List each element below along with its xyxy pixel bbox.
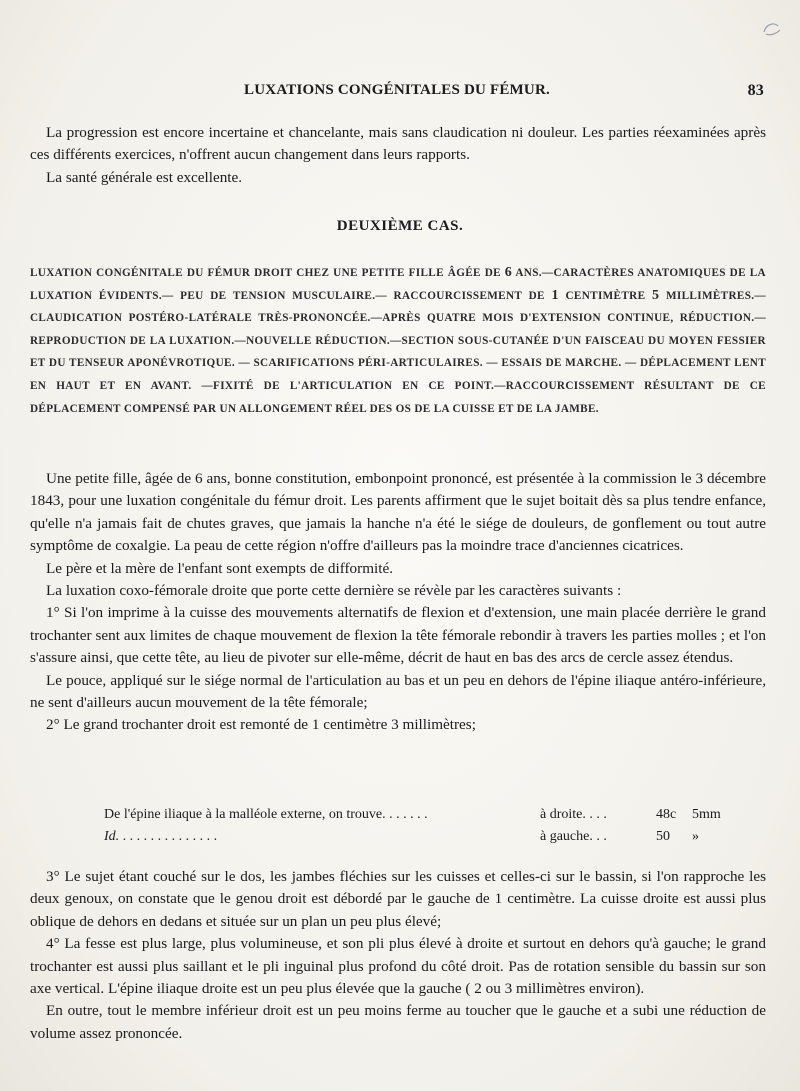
leader-dots: . . . . . . . . . . . . . . [122, 829, 218, 844]
intro-paragraph: La progression est encore incertaine et chancelante, mais sans claudication ni douleur. Les parties réexaminées après ces différents exercices, n'offrent aucun changement dans leurs rapports. [30, 124, 766, 164]
case-body [30, 468, 766, 737]
summary-millimeters: 5 [652, 287, 660, 303]
running-header [30, 82, 764, 104]
body-paragraph: Le père et la mère de l'enfant sont exempts de difformité. [46, 559, 393, 577]
intro-block [30, 122, 766, 189]
case-body-continued [30, 866, 766, 1045]
measurement-label [104, 826, 217, 848]
body-paragraph: La luxation coxo-fémorale droite que porte cette dernière se révèle par les caractères suivants : [46, 582, 622, 600]
measurement-row [104, 826, 744, 848]
measurement-side: à gauche. . . [540, 829, 607, 844]
measurement-side: à droite. . . . [540, 807, 607, 822]
intro-paragraph: La santé générale est excellente. [46, 168, 243, 186]
measurement-value: 50 [656, 829, 670, 844]
body-paragraph: Le pouce, appliqué sur le siége normal de l'articulation au bas et un peu en dehors de l'épine iliaque antéro-inférieure, ne sent d'ailleurs aucun mouvement de la tête fémorale; [30, 671, 766, 712]
body-paragraph: 1° Si l'on imprime à la cuisse des mouvements alternatifs de flexion et d'extension, une main placée derrière le grand trochanter sent aux limites de chaque mouvement de flexion la tête fémorale rebondir à travers les parties molles ; et l'on s'assure ainsi, que cette tête, au lieu de pivoter sur elle-même, décrit de haut en bas des arcs de cercle assez étendus. [30, 604, 766, 667]
body-paragraph: 4° La fesse est plus large, plus volumineuse, et son pli plus élevé à droite et surtout en dehors qu'à gauche; le grand trochanter est aussi plus saillant et le pli inguinal plus profond du côté droit. Pas de rotation sensible du bassin sur son axe vertical. L'épine iliaque droite est un peu plus élevée que la gauche ( 2 ou 3 millimètres environ). [30, 935, 766, 998]
case-heading: DEUXIÈME CAS. [336, 218, 464, 234]
measurement-extra: » [692, 829, 699, 844]
measurement-label-text: De l'épine iliaque à la malléole externe, on trouve. [104, 807, 386, 822]
summary-centimeters: 1 [551, 287, 559, 303]
summary-text: CENTIMÈTRE [558, 289, 653, 302]
measurement-row [104, 804, 744, 826]
case-summary [30, 262, 766, 420]
running-title: LUXATIONS CONGÉNITALES DU FÉMUR. [244, 82, 550, 98]
summary-text: ANS.—CARACTÈRES ANATOMIQUES DE LA LUXATION ÉVIDENTS.— PEU DE TENSION MUSCULAIRE.— RACCOURCISSEMENT DE [30, 267, 766, 302]
measurement-label [104, 804, 428, 826]
summary-age: 6 [504, 265, 513, 280]
summary-text: MILLIMÈTRES.—CLAUDICATION POSTÉRO-LATÉRALE TRÈS-PRONONCÉE.—APRÈS QUATRE MOIS D'EXTENSION CONTINUE, RÉDUCTION.—REPRODUCTION DE LA LUXATION.—NOUVELLE RÉDUCTION.—SECTION SOUS-CUTANÉE D'UN FAISCEAU DU MOYEN FESSIER ET DU TENSEUR APONÉVROTIQUE. — SCARIFICATIONS PÉRI-ARTICULAIRES. — ESSAIS DE MARCHE. — DÉPLACEMENT LENT EN HAUT ET EN AVANT. —FIXITÉ DE L'ARTICULATION EN CE POINT.—RACCOURCISSEMENT RÉSULTANT DE CE DÉPLACEMENT COMPENSÉ PAR UN ALLONGEMENT RÉEL DES OS DE LA CUISSE ET DE LA JAMBE. [30, 289, 766, 415]
summary-text: LUXATION CONGÉNITALE DU FÉMUR DROIT CHEZ UNE PETITE FILLE ÂGÉE DE [30, 267, 505, 279]
corner-pen-mark [760, 18, 782, 40]
body-paragraph: En outre, tout le membre inférieur droit est un peu moins ferme au toucher que le gauche et a subi une réduction de volume assez prononcée. [30, 1002, 766, 1042]
leader-dots: . . . . . . [389, 807, 428, 822]
measurement-table [104, 804, 744, 848]
measurement-extra: 5mm [692, 807, 721, 822]
body-paragraph: Une petite fille, âgée de 6 ans, bonne constitution, embonpoint prononcé, est présentée à la commission le 3 décembre 1843, pour une luxation congénitale du fémur droit. Les parents affirment que le sujet boitait dès sa plus tendre enfance, qu'elle n'a jamais fait de chutes graves, que jamais la hanche n'a été le siége de douleurs, de gonflement ou tout autre symptôme de coxalgie. La peau de cette région n'offre d'ailleurs pas la moindre trace d'anciennes cicatrices. [30, 470, 766, 555]
page-number: 83 [747, 82, 764, 99]
measurement-label-text: Id. [104, 829, 120, 844]
body-paragraph: 2° Le grand trochanter droit est remonté de 1 centimètre 3 millimètres; [46, 716, 476, 734]
body-paragraph: 3° Le sujet étant couché sur le dos, les jambes fléchies sur les cuisses et celles-ci sur le bassin, si l'on rapproche les deux genoux, on constate que le genou droit est débordé par le gauche de 1 centimètre. La cuisse droite est aussi plus oblique de dehors en dedans et située sur un plan un peu plus élevé; [30, 868, 766, 930]
measurement-value: 48c [656, 807, 677, 822]
